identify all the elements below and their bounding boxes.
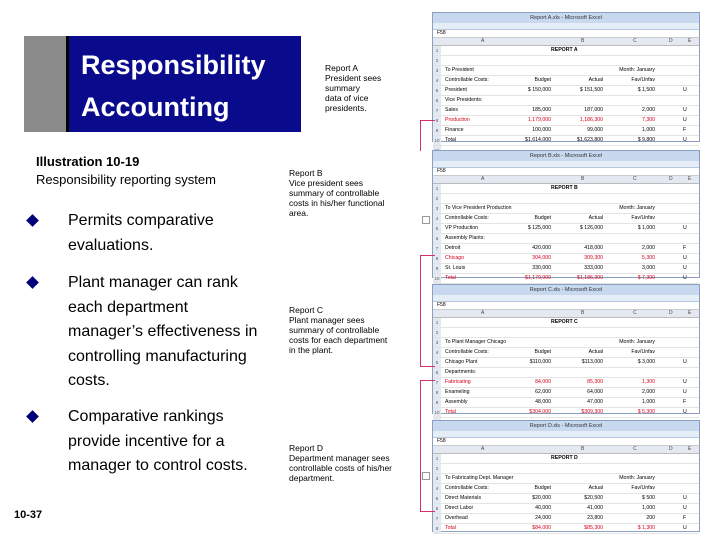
cell-a: Assembly bbox=[445, 399, 468, 405]
cell-b: $1,179,000 bbox=[525, 275, 551, 281]
row-number: 5 bbox=[433, 224, 441, 233]
row-number: 1 bbox=[433, 454, 441, 463]
column-letter: E bbox=[688, 38, 692, 44]
cell-d: 2,000 bbox=[642, 245, 655, 251]
cell-flag: F bbox=[683, 399, 687, 405]
checkbox-marker bbox=[422, 472, 430, 480]
column-letter: A bbox=[481, 446, 485, 452]
connector-b-c bbox=[420, 255, 435, 367]
row-number: 2 bbox=[433, 194, 441, 203]
cell-a: Detroit bbox=[445, 245, 461, 251]
cell-flag: U bbox=[683, 525, 687, 531]
row-number: 3 bbox=[433, 66, 441, 75]
column-header bbox=[433, 38, 699, 46]
column-letter: B bbox=[581, 446, 585, 452]
cell-flag: U bbox=[683, 389, 687, 395]
cell-a: Direct Materials bbox=[445, 495, 482, 501]
cell-flag: U bbox=[683, 495, 687, 501]
row-number: 4 bbox=[433, 76, 441, 85]
table-row bbox=[433, 184, 699, 194]
cell-c: 85,300 bbox=[587, 379, 603, 385]
table-row bbox=[433, 524, 699, 534]
note-line: Report B bbox=[289, 168, 323, 178]
cell-d: $ 9,800 bbox=[637, 137, 655, 143]
excel-titlebar[interactable]: Report D.xls - Microsoft Excel bbox=[433, 421, 699, 431]
table-row bbox=[433, 264, 699, 274]
title-line-2: Accounting bbox=[81, 92, 230, 122]
table-row bbox=[433, 318, 699, 328]
cell-d: 1,300 bbox=[642, 379, 655, 385]
bullet-text bbox=[68, 271, 278, 394]
title-panel bbox=[66, 36, 301, 132]
bullet-line: provide incentive for a bbox=[68, 432, 225, 450]
cell-a: To President bbox=[445, 67, 474, 73]
excel-window-report-b bbox=[432, 150, 700, 281]
cell-b: $20,000 bbox=[532, 495, 551, 501]
cell-b: $ 150,000 bbox=[527, 87, 551, 93]
cell-d: $ 1,000 bbox=[637, 225, 655, 231]
title-line-1: Responsibility bbox=[81, 50, 266, 80]
cell-flag: U bbox=[683, 255, 687, 261]
connector-a-b bbox=[420, 120, 435, 151]
cell-flag: F bbox=[683, 245, 687, 251]
cell-b: REPORT D bbox=[551, 455, 578, 461]
note-line: summary of controllable bbox=[289, 325, 380, 335]
cell-c: $1,623,800 bbox=[577, 137, 603, 143]
row-number: 9 bbox=[433, 264, 441, 273]
cell-d: $ 1,500 bbox=[637, 87, 655, 93]
cell-a: Assembly Plants: bbox=[445, 235, 485, 241]
bullet-line: manager to control costs. bbox=[68, 457, 248, 474]
note-line: in the plant. bbox=[289, 345, 333, 355]
cell-b: Budget bbox=[534, 485, 551, 491]
table-row bbox=[433, 484, 699, 494]
note-line: presidents. bbox=[325, 103, 367, 113]
table-row bbox=[433, 368, 699, 378]
cell-a: Total bbox=[445, 275, 456, 281]
note-line: Report A bbox=[325, 63, 359, 73]
row-number: 10 bbox=[434, 138, 440, 143]
row-number: 4 bbox=[433, 484, 441, 493]
excel-titlebar[interactable]: Report C.xls - Microsoft Excel bbox=[433, 285, 699, 295]
table-row bbox=[433, 348, 699, 358]
cell-c: $1,186,300 bbox=[577, 275, 603, 281]
table-row bbox=[433, 46, 699, 56]
table-row bbox=[433, 86, 699, 96]
table-row bbox=[433, 338, 699, 348]
cell-a: VP Production bbox=[445, 225, 479, 231]
excel-titlebar[interactable]: Report A.xls - Microsoft Excel bbox=[433, 13, 699, 23]
table-row bbox=[433, 274, 699, 284]
cell-d: 7,300 bbox=[642, 117, 655, 123]
cell-d: 200 bbox=[646, 515, 655, 521]
column-letter: C bbox=[633, 38, 637, 44]
cell-b: $1,614,000 bbox=[525, 137, 551, 143]
column-letter: D bbox=[669, 446, 673, 452]
bullet-line: Permits comparative bbox=[68, 212, 214, 229]
cell-b: 1,179,000 bbox=[527, 117, 551, 123]
column-letter: E bbox=[688, 446, 692, 452]
excel-window-report-d bbox=[432, 420, 700, 532]
formula-bar-cell-ref: F58 bbox=[433, 302, 699, 310]
cell-flag: U bbox=[683, 107, 687, 113]
cell-b: 330,000 bbox=[532, 265, 551, 271]
table-row bbox=[433, 106, 699, 116]
report-c-note bbox=[289, 305, 387, 355]
row-number: 10 bbox=[434, 276, 440, 281]
cell-b: Budget bbox=[534, 77, 551, 83]
cell-d: Month: January bbox=[619, 339, 655, 345]
note-line: Report C bbox=[289, 305, 324, 315]
row-number: 2 bbox=[433, 464, 441, 473]
table-row bbox=[433, 254, 699, 264]
cell-a: St. Louis bbox=[445, 265, 466, 271]
bullet-line: manager’s effectiveness in bbox=[68, 323, 258, 340]
cell-a: Chicago Plant bbox=[445, 359, 478, 365]
cell-d: Fav/Unfav bbox=[631, 485, 655, 491]
row-number: 5 bbox=[433, 86, 441, 95]
column-letter: D bbox=[669, 176, 673, 182]
note-line: Department manager sees bbox=[289, 453, 390, 463]
excel-ribbon bbox=[433, 295, 699, 302]
sheet-grid bbox=[433, 46, 699, 156]
cell-a: Controllable Costs: bbox=[445, 485, 489, 491]
note-line: area. bbox=[289, 208, 309, 218]
table-row bbox=[433, 56, 699, 66]
cell-a: Total bbox=[445, 137, 456, 143]
excel-ribbon bbox=[433, 431, 699, 438]
cell-flag: F bbox=[683, 515, 687, 521]
column-header bbox=[433, 446, 699, 454]
table-row bbox=[433, 388, 699, 398]
cell-b: 40,000 bbox=[535, 505, 551, 511]
cell-a: Sales bbox=[445, 107, 458, 113]
cell-c: 99,000 bbox=[587, 127, 603, 133]
cell-b: REPORT A bbox=[551, 47, 578, 53]
cell-d: Fav/Unfav bbox=[631, 215, 655, 221]
row-number: 6 bbox=[433, 234, 441, 243]
cell-c: Actual bbox=[588, 349, 603, 355]
cell-b: $304,000 bbox=[529, 409, 551, 415]
row-number: 1 bbox=[433, 184, 441, 193]
cell-d: $ 500 bbox=[642, 495, 655, 501]
table-row bbox=[433, 244, 699, 254]
checkbox-marker bbox=[422, 216, 430, 224]
cell-flag: U bbox=[683, 379, 687, 385]
table-row bbox=[433, 116, 699, 126]
row-number: 7 bbox=[433, 378, 441, 387]
cell-b: REPORT C bbox=[551, 319, 578, 325]
excel-window-report-c bbox=[432, 284, 700, 414]
cell-c: $ 126,000 bbox=[579, 225, 603, 231]
table-row bbox=[433, 328, 699, 338]
cell-flag: U bbox=[683, 409, 687, 415]
row-number: 9 bbox=[433, 126, 441, 135]
cell-c: $85,300 bbox=[584, 525, 603, 531]
row-number: 3 bbox=[433, 204, 441, 213]
cell-b: 420,000 bbox=[532, 245, 551, 251]
cell-flag: U bbox=[683, 117, 687, 123]
cell-a: Vice Presidents: bbox=[445, 97, 483, 103]
report-b-note bbox=[289, 168, 384, 218]
cell-a: Chicago bbox=[445, 255, 465, 261]
note-line: data of vice bbox=[325, 93, 369, 103]
cell-c: 187,000 bbox=[584, 107, 603, 113]
column-letter: A bbox=[481, 38, 485, 44]
cell-b: 100,000 bbox=[532, 127, 551, 133]
cell-d: $ 5,300 bbox=[637, 409, 655, 415]
cell-flag: F bbox=[683, 127, 687, 133]
row-number: 8 bbox=[433, 116, 441, 125]
table-row bbox=[433, 358, 699, 368]
cell-d: Fav/Unfav bbox=[631, 77, 655, 83]
table-row bbox=[433, 234, 699, 244]
bullet-line: Plant manager can rank bbox=[68, 274, 238, 291]
cell-c: 1,186,300 bbox=[579, 117, 603, 123]
cell-b: 84,000 bbox=[535, 379, 551, 385]
table-row bbox=[433, 66, 699, 76]
bullet-line: controlling manufacturing bbox=[68, 347, 247, 365]
row-number: 5 bbox=[433, 358, 441, 367]
excel-ribbon bbox=[433, 161, 699, 168]
table-row bbox=[433, 494, 699, 504]
note-line: costs in his/her functional bbox=[289, 198, 385, 208]
column-letter: B bbox=[581, 310, 585, 316]
cell-b: 62,000 bbox=[535, 389, 551, 395]
table-row bbox=[433, 194, 699, 204]
column-header bbox=[433, 310, 699, 318]
bullet-text bbox=[68, 405, 278, 479]
bullet-diamond-icon bbox=[26, 214, 39, 227]
column-letter: D bbox=[669, 38, 673, 44]
table-row bbox=[433, 398, 699, 408]
column-letter: B bbox=[581, 38, 585, 44]
row-number: 3 bbox=[433, 338, 441, 347]
excel-titlebar[interactable]: Report B.xls - Microsoft Excel bbox=[433, 151, 699, 161]
cell-d: 5,300 bbox=[642, 255, 655, 261]
row-number: 10 bbox=[434, 410, 440, 415]
cell-a: Finance bbox=[445, 127, 464, 133]
formula-bar-cell-ref: F58 bbox=[433, 168, 699, 176]
column-letter: A bbox=[481, 176, 485, 182]
excel-window-report-a bbox=[432, 12, 700, 142]
note-line: summary bbox=[325, 83, 360, 93]
cell-d: Month: January bbox=[619, 205, 655, 211]
column-letter: B bbox=[581, 176, 585, 182]
cell-b: $84,000 bbox=[532, 525, 551, 531]
cell-a: Controllable Costs: bbox=[445, 77, 489, 83]
illustration-subtitle: Responsibility reporting system bbox=[36, 172, 216, 187]
cell-b: REPORT B bbox=[551, 185, 578, 191]
row-number: 8 bbox=[433, 254, 441, 263]
row-number: 5 bbox=[433, 494, 441, 503]
cell-c: $309,300 bbox=[581, 409, 603, 415]
sheet-grid bbox=[433, 318, 699, 428]
cell-c: Actual bbox=[588, 485, 603, 491]
cell-b: Budget bbox=[534, 349, 551, 355]
formula-bar-cell-ref: F58 bbox=[433, 30, 699, 38]
cell-a: Controllable Costs: bbox=[445, 215, 489, 221]
row-number: 4 bbox=[433, 214, 441, 223]
cell-b: 304,000 bbox=[532, 255, 551, 261]
table-row bbox=[433, 464, 699, 474]
page-number: 10-37 bbox=[14, 509, 43, 521]
cell-b: $ 125,000 bbox=[527, 225, 551, 231]
excel-ribbon bbox=[433, 23, 699, 30]
cell-a: Total bbox=[445, 525, 456, 531]
column-letter: C bbox=[633, 310, 637, 316]
cell-d: Fav/Unfav bbox=[631, 349, 655, 355]
cell-c: 309,300 bbox=[584, 255, 603, 261]
formula-bar-cell-ref: F58 bbox=[433, 438, 699, 446]
table-row bbox=[433, 214, 699, 224]
cell-d: Month: January bbox=[619, 67, 655, 73]
cell-d: $ 7,300 bbox=[637, 275, 655, 281]
cell-a: Direct Labor bbox=[445, 505, 474, 511]
column-letter: D bbox=[669, 310, 673, 316]
row-number: 1 bbox=[433, 318, 441, 327]
cell-d: Month: January bbox=[619, 475, 655, 481]
cell-d: $ 3,000 bbox=[637, 359, 655, 365]
note-line: summary of controllable bbox=[289, 188, 380, 198]
table-row bbox=[433, 474, 699, 484]
row-number: 8 bbox=[433, 524, 441, 533]
cell-b: 24,000 bbox=[535, 515, 551, 521]
cell-a: Controllable Costs: bbox=[445, 349, 489, 355]
cell-d: $ 1,300 bbox=[637, 525, 655, 531]
sheet-grid bbox=[433, 184, 699, 294]
bullet-line: evaluations. bbox=[68, 236, 154, 254]
row-number: 7 bbox=[433, 106, 441, 115]
row-number: 1 bbox=[433, 46, 441, 55]
cell-a: To Vice President Production bbox=[445, 205, 512, 211]
note-line: department. bbox=[289, 473, 335, 483]
table-row bbox=[433, 204, 699, 214]
cell-d: 2,000 bbox=[642, 389, 655, 395]
cell-b: $110,000 bbox=[529, 359, 551, 365]
row-number: 8 bbox=[433, 388, 441, 397]
cell-a: Total bbox=[445, 409, 456, 415]
cell-flag: U bbox=[683, 359, 687, 365]
row-number: 7 bbox=[433, 514, 441, 523]
cell-c: 418,000 bbox=[584, 245, 603, 251]
note-line: Vice president sees bbox=[289, 178, 364, 188]
bullet-diamond-icon bbox=[26, 410, 39, 423]
cell-d: 1,000 bbox=[642, 127, 655, 133]
column-letter: E bbox=[688, 310, 692, 316]
note-line: controllable costs of his/her bbox=[289, 463, 392, 473]
cell-a: To Plant Manager Chicago bbox=[445, 339, 507, 345]
column-letter: C bbox=[633, 176, 637, 182]
cell-c: 64,000 bbox=[587, 389, 603, 395]
column-letter: E bbox=[688, 176, 692, 182]
table-row bbox=[433, 504, 699, 514]
slide-title bbox=[81, 44, 266, 128]
table-row bbox=[433, 514, 699, 524]
sheet-grid bbox=[433, 454, 699, 534]
cell-c: $20,500 bbox=[584, 495, 603, 501]
cell-a: Enameling bbox=[445, 389, 470, 395]
bullet-line: each department bbox=[68, 298, 189, 316]
cell-a: To Fabricating Dept. Manager bbox=[445, 475, 514, 481]
row-number: 3 bbox=[433, 474, 441, 483]
table-row bbox=[433, 454, 699, 464]
table-row bbox=[433, 408, 699, 418]
bullet-diamond-icon bbox=[26, 276, 39, 289]
note-line: Plant manager sees bbox=[289, 315, 365, 325]
report-d-note bbox=[289, 443, 392, 483]
row-number: 6 bbox=[433, 96, 441, 105]
row-number: 4 bbox=[433, 348, 441, 357]
table-row bbox=[433, 96, 699, 106]
bullet-text bbox=[68, 209, 278, 258]
row-number: 6 bbox=[433, 368, 441, 377]
table-row bbox=[433, 136, 699, 146]
cell-flag: U bbox=[683, 87, 687, 93]
column-letter: A bbox=[481, 310, 485, 316]
note-line: costs for each department bbox=[289, 335, 388, 345]
cell-flag: U bbox=[683, 225, 687, 231]
note-line: President sees bbox=[325, 73, 382, 83]
cell-flag: U bbox=[683, 275, 687, 281]
cell-d: 2,000 bbox=[642, 107, 655, 113]
cell-a: Production bbox=[445, 117, 470, 123]
cell-c: 23,800 bbox=[587, 515, 603, 521]
cell-flag: U bbox=[683, 137, 687, 143]
title-banner bbox=[24, 36, 301, 132]
cell-b: 185,000 bbox=[532, 107, 551, 113]
cell-c: $113,000 bbox=[581, 359, 603, 365]
table-row bbox=[433, 76, 699, 86]
cell-flag: U bbox=[683, 505, 687, 511]
cell-b: 48,000 bbox=[535, 399, 551, 405]
row-number: 2 bbox=[433, 56, 441, 65]
cell-a: Overhead bbox=[445, 515, 468, 521]
row-number: 2 bbox=[433, 328, 441, 337]
cell-a: Departments: bbox=[445, 369, 477, 375]
cell-c: 47,000 bbox=[587, 399, 603, 405]
cell-d: 1,000 bbox=[642, 399, 655, 405]
table-row bbox=[433, 378, 699, 388]
cell-b: Budget bbox=[534, 215, 551, 221]
note-line: Report D bbox=[289, 443, 324, 453]
cell-c: Actual bbox=[588, 215, 603, 221]
report-a-note bbox=[325, 63, 381, 113]
connector-c-d bbox=[420, 380, 435, 512]
table-row bbox=[433, 126, 699, 136]
column-letter: C bbox=[633, 446, 637, 452]
cell-a: Fabricating bbox=[445, 379, 471, 385]
bullet-line: costs. bbox=[68, 372, 110, 389]
row-number: 7 bbox=[433, 244, 441, 253]
illustration-label: Illustration 10-19 bbox=[36, 154, 140, 169]
table-row bbox=[433, 224, 699, 234]
cell-c: 333,000 bbox=[584, 265, 603, 271]
cell-flag: U bbox=[683, 265, 687, 271]
cell-c: 41,000 bbox=[587, 505, 603, 511]
cell-d: 3,000 bbox=[642, 265, 655, 271]
column-header bbox=[433, 176, 699, 184]
bullet-line: Comparative rankings bbox=[68, 408, 224, 425]
cell-d: 1,000 bbox=[642, 505, 655, 511]
row-number: 9 bbox=[433, 398, 441, 407]
cell-c: $ 151,500 bbox=[579, 87, 603, 93]
cell-a: President bbox=[445, 87, 467, 93]
row-number: 6 bbox=[433, 504, 441, 513]
cell-c: Actual bbox=[588, 77, 603, 83]
